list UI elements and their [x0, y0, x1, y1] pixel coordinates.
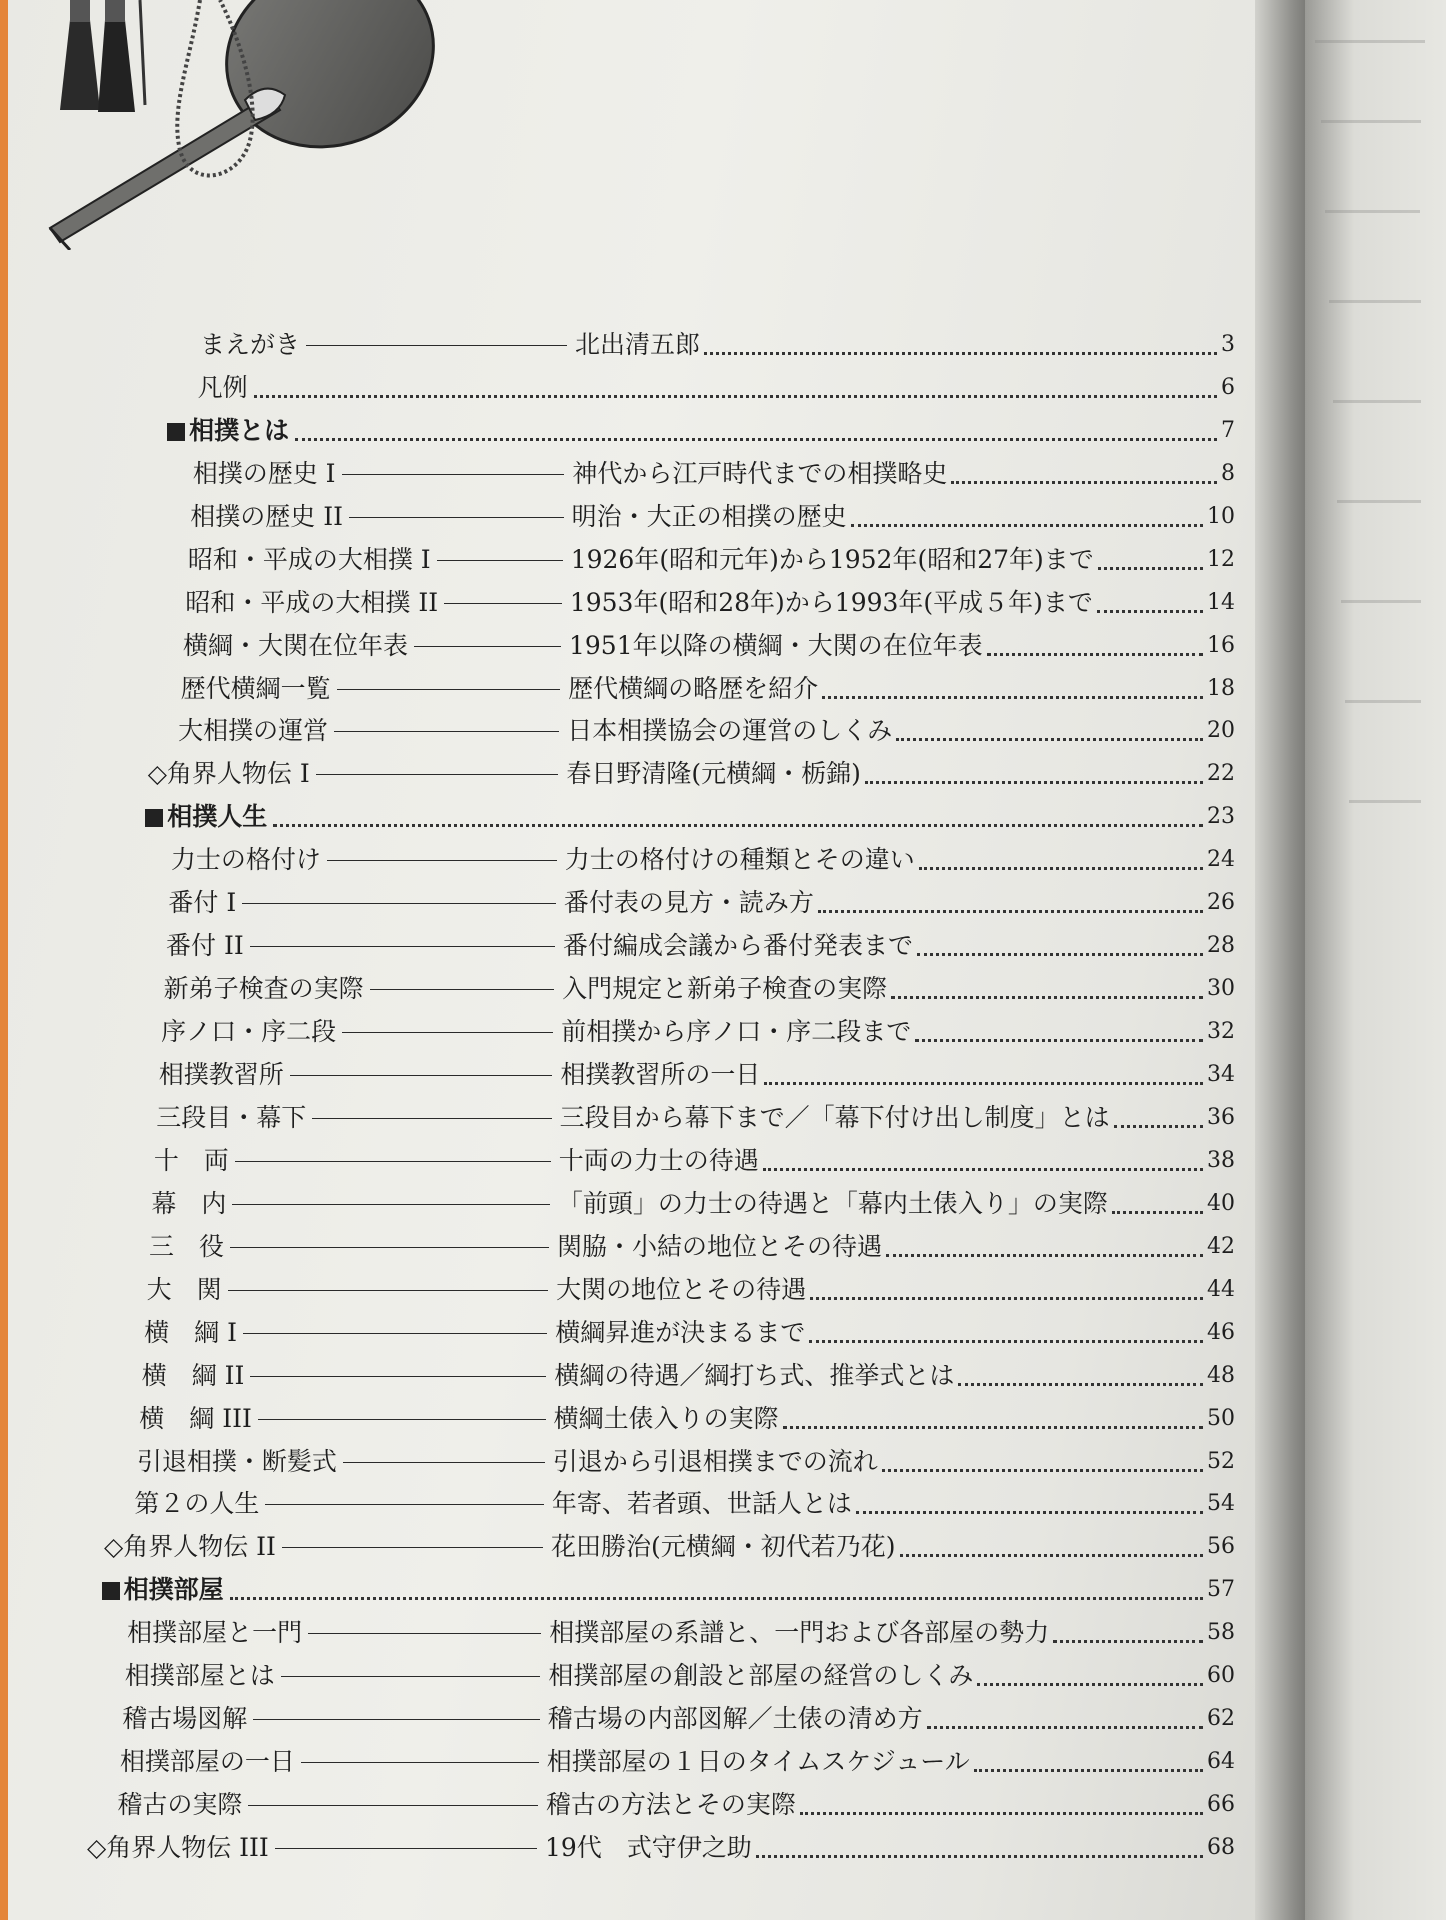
- toc-page-number: 32: [1207, 1019, 1235, 1045]
- toc-page-number: 24: [1207, 847, 1235, 873]
- toc-page-number: 38: [1207, 1147, 1235, 1173]
- toc-label-text: 相撲部屋: [123, 1575, 224, 1605]
- toc-label: [142, 1358, 245, 1394]
- toc-description: 相撲部屋の系譜と、一門および各部屋の勢力: [549, 1618, 1050, 1648]
- toc-label: [193, 456, 336, 492]
- toc-description: 「前頭」の力士の待遇と「幕内土俵入り」の実際: [557, 1188, 1108, 1218]
- toc-entry: [0, 1229, 1290, 1265]
- leader-rule: [232, 1204, 549, 1205]
- toc-description: 歴代横綱の略歴を紹介: [568, 673, 819, 703]
- toc-entry: [0, 1486, 1290, 1522]
- dot-leader: [764, 1082, 1203, 1085]
- dot-leader: [951, 481, 1217, 484]
- toc-page-number: 62: [1207, 1706, 1235, 1732]
- toc-page-number: 56: [1207, 1534, 1235, 1560]
- toc-page-number: 26: [1207, 890, 1235, 916]
- leader-rule: [414, 646, 561, 647]
- toc-description: 相撲教習所の一日: [560, 1060, 761, 1090]
- toc-label-text: 幕 内: [151, 1188, 227, 1218]
- toc-label: [183, 628, 408, 664]
- toc-label: [171, 842, 321, 878]
- toc-description: 横綱土俵入りの実際: [553, 1403, 779, 1433]
- toc-description: 神代から江戸時代までの相撲略史: [572, 458, 948, 488]
- toc-label: [156, 1100, 306, 1136]
- leader-rule: [337, 689, 561, 690]
- dot-leader: [851, 524, 1203, 527]
- toc-label-text: 歴代横綱一覧: [180, 673, 331, 703]
- toc-label: [122, 1701, 247, 1737]
- toc-page-number: 40: [1207, 1190, 1235, 1216]
- toc-description: 日本相撲協会の運営のしくみ: [567, 716, 893, 746]
- toc-label: [120, 1744, 295, 1780]
- dot-leader: [800, 1812, 1203, 1815]
- leader-rule: [243, 1333, 547, 1334]
- toc-label-text: 相撲とは: [189, 415, 290, 445]
- toc-label-text: ◇角界人物伝 II: [104, 1532, 276, 1562]
- toc-label-text: 横 綱 II: [141, 1360, 245, 1390]
- toc-page-number: 22: [1207, 761, 1235, 787]
- toc-page-number: 3: [1221, 332, 1235, 357]
- toc-page-number: 48: [1207, 1362, 1235, 1388]
- toc-entry: [0, 1143, 1290, 1179]
- toc-entry: [0, 1444, 1290, 1480]
- toc-label: [134, 1486, 259, 1522]
- toc-label-text: 第２の人生: [134, 1489, 260, 1519]
- toc-description: 十両の力士の待遇: [558, 1145, 759, 1175]
- toc-label: [149, 1229, 224, 1265]
- toc-description: 三段目から幕下まで／「幕下付け出し制度」とは: [559, 1102, 1110, 1132]
- toc-label: [151, 1186, 226, 1222]
- toc-label: [166, 928, 244, 964]
- toc-label-text: 横 綱 III: [139, 1403, 252, 1433]
- dot-leader: [763, 1168, 1203, 1171]
- toc-label: [137, 1444, 337, 1480]
- toc-page-number: 28: [1207, 933, 1235, 959]
- toc-page-number: 16: [1207, 632, 1235, 658]
- dot-leader: [900, 1554, 1203, 1557]
- toc-label: [102, 1572, 224, 1608]
- toc-label-text: 相撲の歴史 I: [192, 458, 336, 488]
- leader-rule: [342, 1032, 553, 1033]
- leader-rule: [228, 1290, 549, 1291]
- toc-entry: [0, 370, 1290, 406]
- toc-description: 明治・大正の相撲の歴史: [571, 501, 847, 531]
- toc-description: 力士の格付けの種類とその違い: [564, 845, 915, 875]
- toc-entry: [0, 1057, 1290, 1093]
- toc-description: 大関の地位とその待遇: [556, 1274, 807, 1304]
- toc-label: [188, 542, 431, 578]
- leader-rule: [316, 774, 559, 775]
- section-marker-icon: [167, 423, 185, 441]
- toc-section: [0, 413, 1290, 449]
- leader-rule: [281, 1676, 541, 1677]
- toc-description: 1926年(昭和元年)から1952年(昭和27年)まで: [570, 544, 1094, 574]
- dot-leader: [783, 1426, 1203, 1429]
- toc-label: [127, 1615, 302, 1651]
- toc-entry: [0, 713, 1290, 749]
- toc-page-number: 58: [1207, 1620, 1235, 1646]
- toc-description: 稽古の方法とその実際: [545, 1790, 796, 1820]
- toc-description: 1953年(昭和28年)から1993年(平成５年)まで: [569, 587, 1093, 617]
- leader-rule: [258, 1419, 546, 1420]
- toc-label: [168, 885, 236, 921]
- toc-page-number: 50: [1207, 1405, 1235, 1431]
- dot-leader: [1114, 1125, 1203, 1128]
- toc-entry: [0, 1830, 1290, 1866]
- toc-section: [0, 799, 1290, 835]
- dot-leader: [273, 824, 1203, 827]
- toc-label-text: 稽古場図解: [122, 1704, 248, 1734]
- dot-leader: [977, 1683, 1203, 1686]
- dot-leader: [1053, 1640, 1203, 1643]
- dot-leader: [818, 910, 1203, 913]
- dot-leader: [295, 438, 1217, 441]
- toc-label-text: 序ノ口・序二段: [161, 1017, 337, 1047]
- dot-leader: [865, 781, 1203, 784]
- toc-label: [178, 713, 328, 749]
- leader-rule: [253, 1719, 539, 1720]
- leader-rule: [235, 1161, 551, 1162]
- leader-rule: [349, 517, 564, 518]
- toc-page-number: 8: [1221, 460, 1235, 486]
- dot-leader: [1098, 567, 1203, 570]
- toc-label-text: 三段目・幕下: [156, 1102, 307, 1132]
- leader-rule: [282, 1547, 543, 1548]
- toc-entry: [0, 1014, 1290, 1050]
- toc-page-number: 20: [1207, 718, 1235, 744]
- toc-label-text: ◇角界人物伝 I: [147, 759, 310, 789]
- toc-label: [125, 1658, 275, 1694]
- toc-label: [139, 1401, 252, 1437]
- toc-label-text: 凡例: [197, 372, 248, 402]
- leader-rule: [308, 1633, 541, 1634]
- toc-label-text: 昭和・平成の大相撲 II: [185, 587, 439, 617]
- leader-rule: [242, 903, 556, 904]
- leader-rule: [370, 989, 555, 990]
- toc-label-text: 相撲部屋とは: [124, 1661, 275, 1691]
- toc-page-number: 54: [1207, 1491, 1235, 1517]
- dot-leader: [896, 738, 1203, 741]
- toc-label-text: 相撲の歴史 II: [190, 501, 343, 531]
- toc-page-number: 68: [1207, 1835, 1235, 1860]
- toc-entry: [0, 327, 1290, 363]
- toc-label-text: 力士の格付け: [170, 845, 321, 875]
- toc-page-number: 12: [1207, 546, 1235, 572]
- toc-label: [117, 1787, 242, 1823]
- toc-page-number: 57: [1207, 1577, 1235, 1603]
- toc-page-number: 14: [1207, 589, 1235, 615]
- toc-page-number: 18: [1207, 675, 1235, 701]
- dot-leader: [882, 1469, 1203, 1472]
- toc-entry: [0, 842, 1290, 878]
- toc-entry: [0, 542, 1290, 578]
- toc-page-number: 60: [1207, 1663, 1235, 1689]
- toc-entry: [0, 1701, 1290, 1737]
- dot-leader: [254, 395, 1217, 398]
- toc-section: [0, 1572, 1290, 1608]
- toc-page-number: 46: [1207, 1319, 1235, 1345]
- toc-label-text: 相撲人生: [167, 802, 268, 832]
- dot-leader: [917, 953, 1203, 956]
- toc-label: [200, 327, 300, 363]
- section-marker-icon: [145, 809, 163, 827]
- toc-entry: [0, 1787, 1290, 1823]
- toc-page-number: 6: [1221, 374, 1235, 400]
- toc-entry: [0, 1744, 1290, 1780]
- toc-page-number: 10: [1207, 503, 1235, 529]
- toc-label: [190, 499, 343, 535]
- toc-description: 相撲部屋の創設と部屋の経営のしくみ: [548, 1661, 974, 1691]
- toc-entry: [0, 1615, 1290, 1651]
- toc-label-text: 十 両: [153, 1145, 229, 1175]
- toc-entry: [0, 1529, 1290, 1565]
- toc-label: [145, 799, 267, 835]
- toc-entry: [0, 1358, 1290, 1394]
- leader-rule: [306, 345, 567, 346]
- toc-page-number: 42: [1207, 1233, 1235, 1259]
- leader-rule: [248, 1805, 537, 1806]
- toc-label: [159, 1057, 284, 1093]
- dot-leader: [809, 1340, 1203, 1343]
- toc-page-number: 30: [1207, 976, 1235, 1002]
- dot-leader: [974, 1769, 1203, 1772]
- toc-page-number: 66: [1207, 1792, 1235, 1818]
- leader-rule: [312, 1118, 551, 1119]
- toc-entry: [0, 756, 1290, 792]
- dot-leader: [886, 1254, 1203, 1257]
- toc-description: 横綱昇進が決まるまで: [555, 1317, 806, 1347]
- toc-entry: [0, 628, 1290, 664]
- toc-entry: [0, 885, 1290, 921]
- toc-entry: [0, 1186, 1290, 1222]
- adjacent-page: [1305, 0, 1446, 1920]
- leader-rule: [334, 731, 559, 732]
- toc-label: [161, 1014, 336, 1050]
- toc-description: 稽古場の内部図解／土俵の清め方: [547, 1704, 923, 1734]
- toc-label: [154, 1143, 229, 1179]
- toc-label-text: 相撲部屋と一門: [127, 1618, 303, 1648]
- toc-description: 入門規定と新弟子検査の実際: [562, 974, 888, 1004]
- leader-rule: [444, 603, 562, 604]
- dot-leader: [230, 1597, 1203, 1600]
- toc-entry: [0, 499, 1290, 535]
- dot-leader: [756, 1855, 1203, 1858]
- leader-rule: [265, 1504, 543, 1505]
- toc-entry: [0, 1315, 1290, 1351]
- toc-label: [181, 671, 331, 707]
- section-marker-icon: [102, 1582, 120, 1600]
- toc-page-number: 23: [1207, 804, 1235, 830]
- toc-label-text: 番付 I: [168, 888, 237, 918]
- toc-description: 1951年以降の横綱・大関の在位年表: [569, 630, 983, 660]
- dot-leader: [958, 1383, 1203, 1386]
- dot-leader: [915, 1039, 1203, 1042]
- toc-description: 引退から引退相撲までの流れ: [552, 1446, 878, 1476]
- leader-rule: [250, 1376, 546, 1377]
- toc-page-number: 52: [1207, 1448, 1235, 1474]
- toc-description: 北出清五郎: [575, 330, 701, 359]
- toc-label: [185, 585, 438, 621]
- leader-rule: [343, 1462, 545, 1463]
- toc-description: 相撲部屋の１日のタイムスケジュール: [546, 1747, 970, 1777]
- toc-description: 春日野清隆(元横綱・栃錦): [566, 759, 861, 789]
- toc-label-text: 横 綱 I: [144, 1317, 237, 1347]
- toc-label: [167, 413, 289, 449]
- toc-label: [198, 370, 248, 406]
- toc-entry: [0, 585, 1290, 621]
- leader-rule: [250, 946, 555, 947]
- toc-entry: [0, 1272, 1290, 1308]
- dot-leader: [987, 653, 1203, 656]
- toc-entry: [0, 928, 1290, 964]
- toc-label-text: 番付 II: [166, 931, 244, 961]
- toc-label-text: 相撲教習所: [158, 1060, 284, 1090]
- dot-leader: [822, 696, 1203, 699]
- toc-page-number: 36: [1207, 1104, 1235, 1130]
- toc-label-text: 大 関: [146, 1274, 222, 1304]
- leader-rule: [342, 474, 565, 475]
- toc-entry: [0, 1658, 1290, 1694]
- toc-label-text: 大相撲の運営: [178, 716, 329, 746]
- toc-description: 横綱の待遇／綱打ち式、推挙式とは: [554, 1360, 955, 1390]
- toc-label: [104, 1529, 276, 1565]
- toc-label: [147, 1272, 222, 1308]
- dot-leader: [856, 1511, 1203, 1514]
- toc-description: 年寄、若者頭、世話人とは: [551, 1489, 852, 1519]
- toc-label: [164, 971, 364, 1007]
- toc-description: 関脇・小結の地位とその待遇: [557, 1231, 883, 1261]
- toc-label-text: 昭和・平成の大相撲 I: [187, 544, 431, 574]
- toc-label-text: まえがき: [200, 330, 301, 359]
- leader-rule: [275, 1848, 537, 1849]
- leader-rule: [230, 1247, 549, 1248]
- toc-description: 19代 式守伊之助: [545, 1833, 752, 1862]
- toc-label-text: 引退相撲・断髪式: [136, 1446, 337, 1476]
- toc-label-text: 三 役: [149, 1231, 225, 1261]
- dot-leader: [810, 1297, 1203, 1300]
- toc-page-number: 7: [1221, 417, 1235, 443]
- dot-leader: [704, 352, 1217, 355]
- toc-label-text: 新弟子検査の実際: [163, 974, 364, 1004]
- toc-description: 前相撲から序ノ口・序二段まで: [561, 1017, 912, 1047]
- toc-entry: [0, 456, 1290, 492]
- toc-description: 番付編成会議から番付発表まで: [563, 931, 914, 961]
- toc-page-number: 64: [1207, 1749, 1235, 1775]
- dot-leader: [919, 867, 1203, 870]
- toc-label: [144, 1315, 237, 1351]
- toc-description: 番付表の見方・読み方: [563, 888, 814, 918]
- toc-page-number: 44: [1207, 1276, 1235, 1302]
- leader-rule: [437, 560, 563, 561]
- dot-leader: [1097, 610, 1203, 613]
- toc-label-text: 稽古の実際: [117, 1790, 243, 1820]
- leader-rule: [327, 860, 557, 861]
- leader-rule: [301, 1762, 539, 1763]
- dot-leader: [927, 1726, 1203, 1729]
- toc-entry: [0, 971, 1290, 1007]
- toc-entry: [0, 1100, 1290, 1136]
- toc-entry: [0, 671, 1290, 707]
- leader-rule: [290, 1075, 553, 1076]
- toc-entry: [0, 1401, 1290, 1437]
- toc-description: 花田勝治(元横綱・初代若乃花): [551, 1532, 896, 1562]
- toc-page-number: 34: [1207, 1062, 1235, 1088]
- dot-leader: [1112, 1211, 1203, 1214]
- toc-label: [148, 756, 310, 792]
- toc-label: [87, 1830, 269, 1866]
- dot-leader: [891, 996, 1203, 999]
- toc-label-text: 相撲部屋の一日: [119, 1747, 295, 1777]
- toc-label-text: ◇角界人物伝 III: [87, 1833, 269, 1862]
- toc-label-text: 横綱・大関在位年表: [183, 630, 409, 660]
